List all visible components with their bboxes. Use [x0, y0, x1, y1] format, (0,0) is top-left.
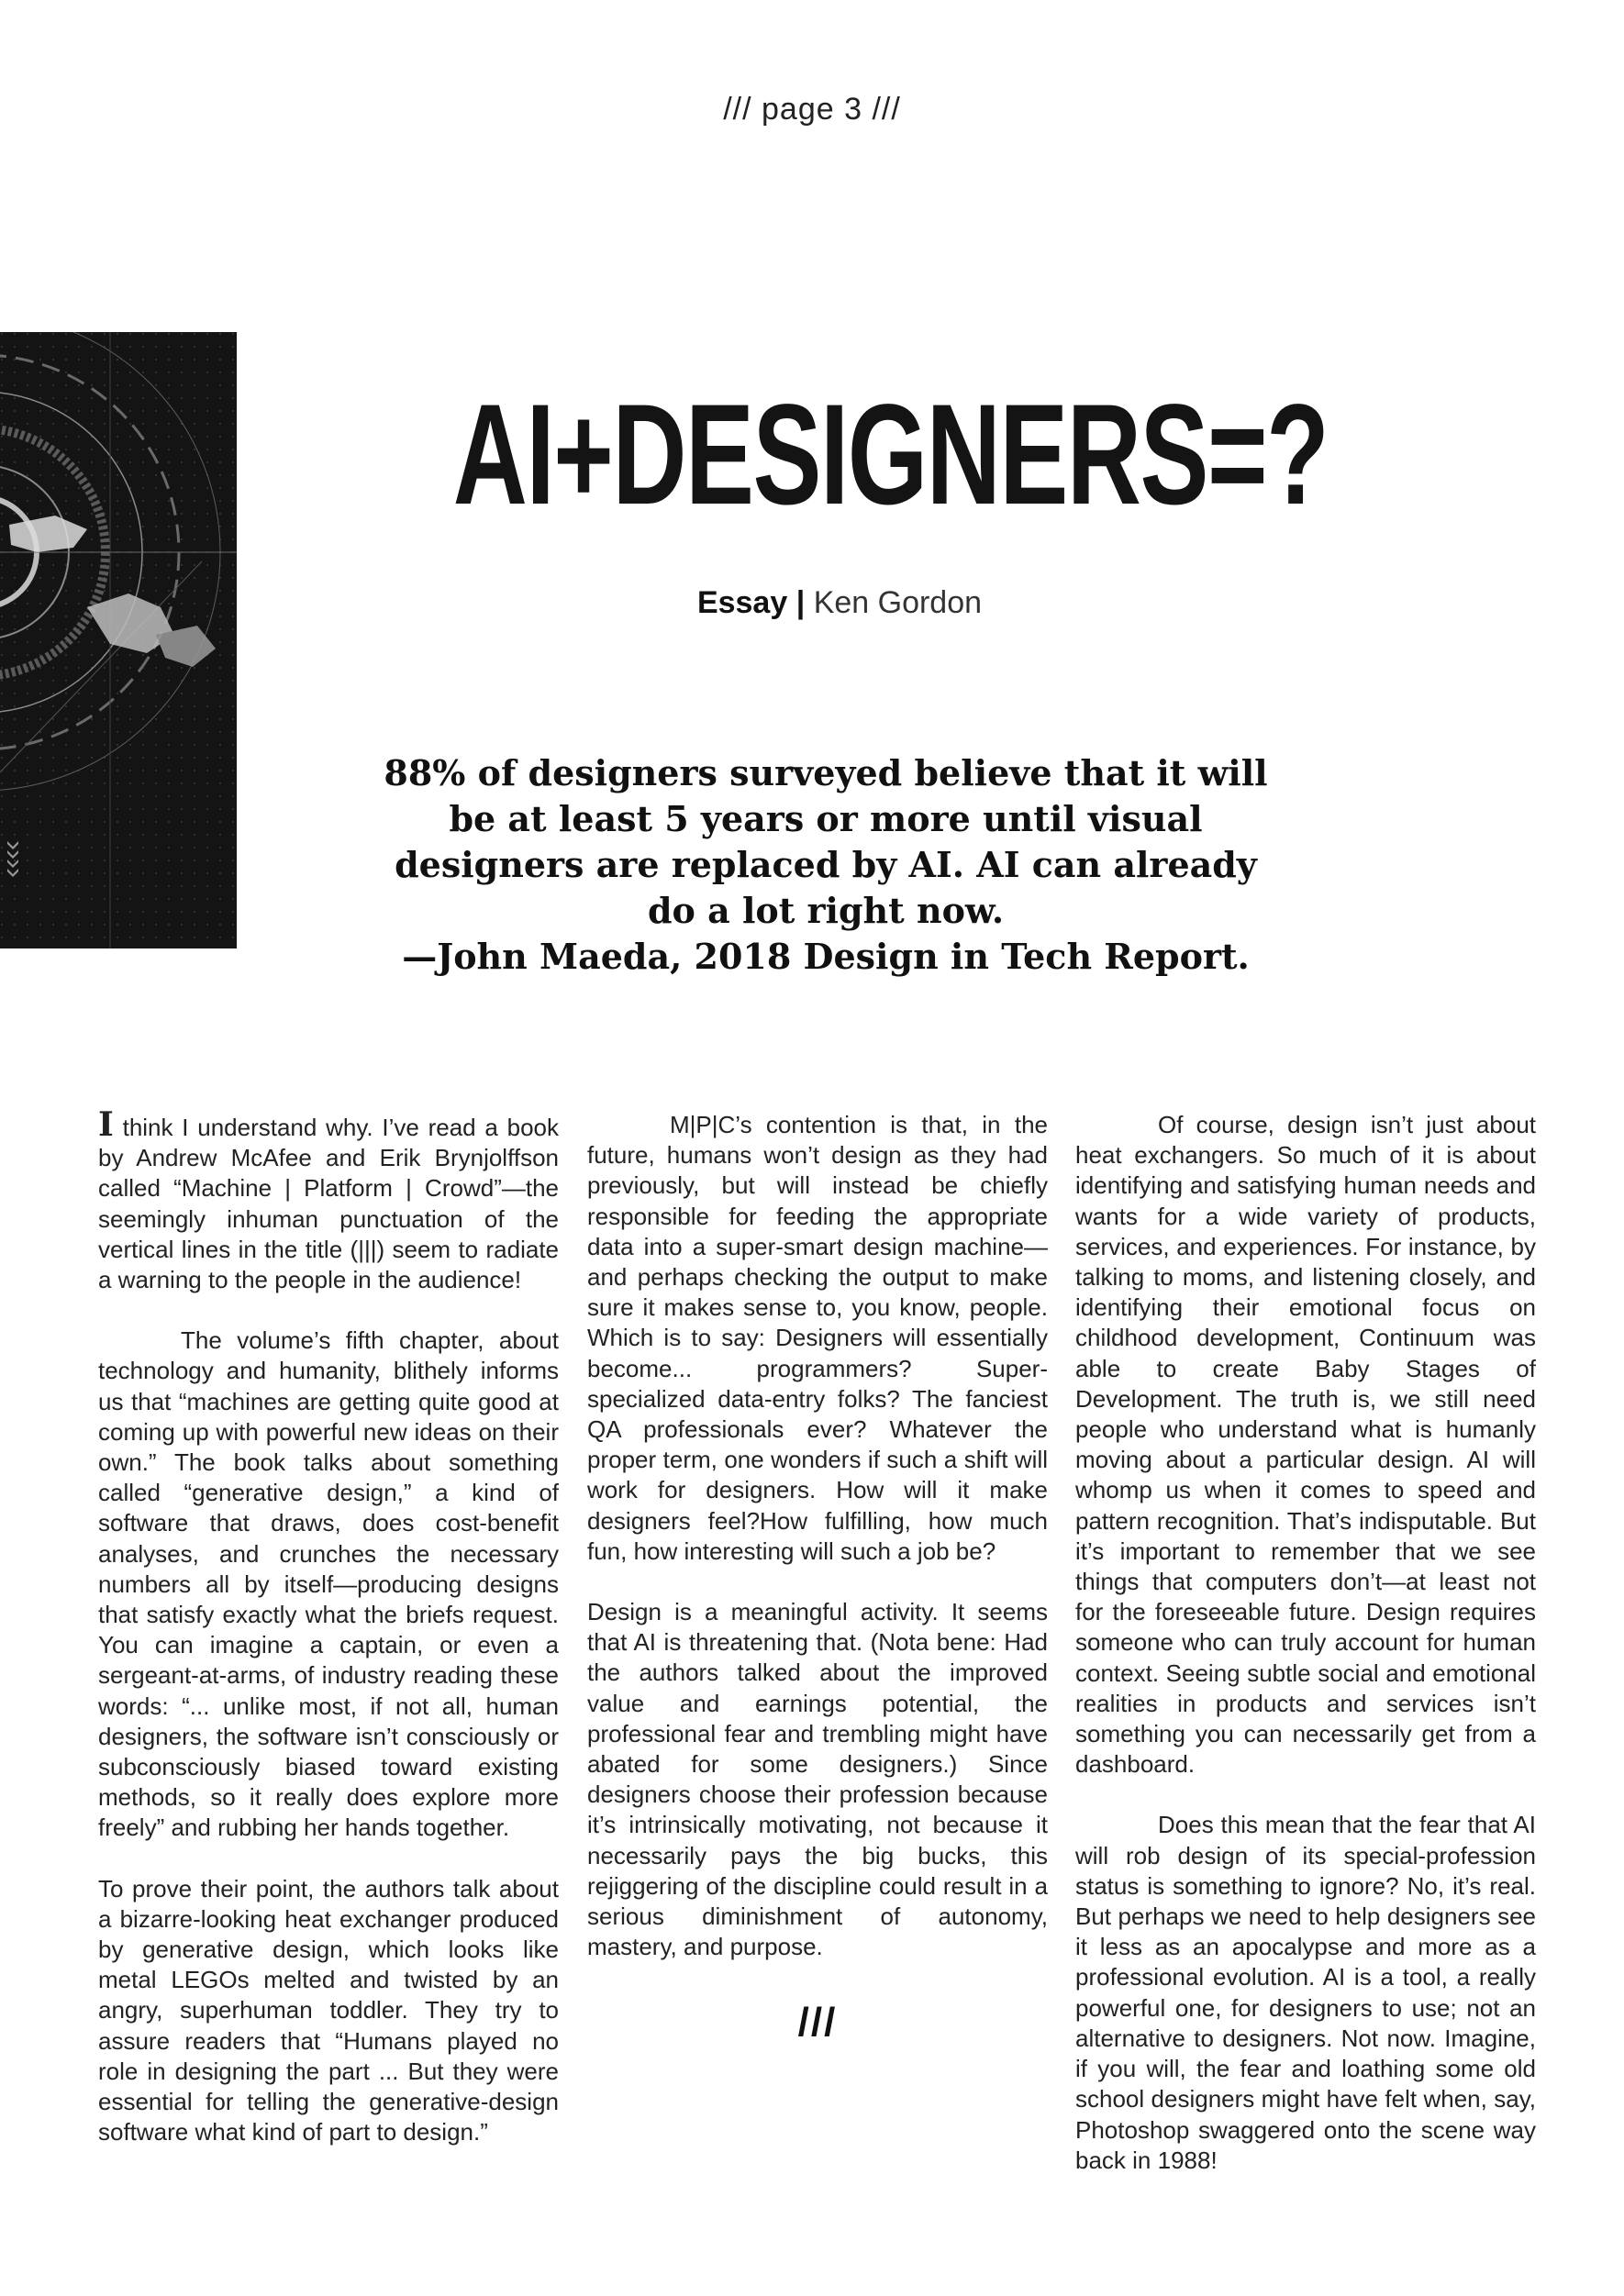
hero-image: [0, 332, 237, 948]
article-title: AI+DESIGNERS=?: [452, 375, 1329, 535]
pull-quote-text: 88% of designers surveyed believe that it will be at least 5 years or more until visual designers are replaced by AI. AI can already do a lot right now.: [384, 752, 1268, 931]
body-column-1: [98, 1105, 559, 2179]
paragraph: To prove their point, the authors talk about a bizarre-looking heat exchanger produced by generative design, which looks like metal LEGOs melted and twisted by an angry, superhuman toddler. They try to assure readers that “Humans played no role in designing the part ... But they were essential for telling the generative-design software what kind of part to design.”: [98, 1874, 559, 2146]
paragraph-text: think I understand why. I’ve read a book by Andrew McAfee and Erik Brynjolffson called “Machine | Platform | Crowd”—the seemingly inhuman punctuation of the vertical lines in the title (|||) seem to radiate a warning to the people in the audience!: [98, 1114, 559, 1294]
body-column-2: [587, 1110, 1048, 1992]
end-mark: ///: [797, 2000, 838, 2045]
paragraph: The volume’s fifth chapter, about technology and humanity, blithely informs us that “machines are getting quite good at coming up with powerful new ideas on their own.” The book talks about something called “generative design,” a kind of software that draws, does cost-benefit analyses, and crunches the necessary numbers all by itself—producing designs that satisfy exactly what the briefs request. You can imagine a captain, or even a sergeant-at-arms, of industry reading these words: “... unlike most, if not all, human designers, the software isn’t consciously or subconsciously biased toward existing methods, so it really does explore more freely” and rubbing her hands together.: [98, 1326, 559, 1842]
article-type: Essay: [696, 585, 788, 620]
page-header: /// page 3 ///: [723, 92, 901, 127]
drop-cap: I: [98, 1105, 114, 1144]
pull-quote-attribution: —John Maeda, 2018 Design in Tech Report.: [402, 936, 1250, 977]
pull-quote: [367, 750, 1285, 980]
body-column-3: [1075, 1110, 1536, 2206]
byline-separator: |: [795, 585, 806, 620]
byline: [303, 585, 1376, 621]
author-name: Ken Gordon: [813, 585, 983, 620]
paragraph: M|P|C’s contention is that, in the future, humans won’t design as they had previously, but will instead be chiefly responsible for feeding the appropriate data into a super-smart design machine—and perhaps checking the output to make sure it makes sense to, you know, people. Which is to say: Designers will essentially become... programmers? Super-specialized data-entry folks? The fanciest QA professionals ever? Whatever the proper term, one wonders if such a shift will work for designers. How will it make designers feel?How fulfilling, how much fun, how interesting will such a job be?: [587, 1111, 1048, 1565]
paragraph: [98, 1105, 559, 1295]
paragraph: Design is a meaningful activity. It seems that AI is threatening that. (Nota bene: Had the authors talked about the improved value and earnings potential, the professional fear and trembling might have abated for some designers.) Since designers choose their profession because it’s intrinsically motivating, not because it necessarily pays the big bucks, this rejiggering of the discipline could result in a serious diminishment of autonomy, mastery, and purpose.: [587, 1598, 1048, 1961]
paragraph: Of course, design isn’t just about heat exchangers. So much of it is about identifying and satisfying human needs and wants for a wide variety of products, services, and experiences. For instance, by talking to moms, and listening closely, and identifying their emotional focus on childhood development, Continuum was able to create Baby Stages of Development. The truth is, we still need people who understand what is humanly moving about a particular design. AI will whomp us when it comes to speed and pattern recognition. That’s indisputable. But it’s important to remember that we see things that computers don’t—at least not for the foreseeable future. Design requires someone who can truly account for human context. Seeing subtle social and emotional realities in products and services isn’t something you can necessarily get from a dashboard.: [1075, 1111, 1536, 1779]
paragraph: Does this mean that the fear that AI will rob design of its special-profession status is something to ignore? No, it’s real. But perhaps we need to help designers see it less as an apocalypse and more as a professional evolution. AI is a tool, a really powerful one, for designers to use; not an alternative to designers. Not now. Imagine, if you will, the fear and loathing some old school designers might have felt when, say, Photoshop swaggered onto the scene way back in 1988!: [1075, 1811, 1536, 2174]
tech-circle-illustration: [0, 332, 237, 948]
